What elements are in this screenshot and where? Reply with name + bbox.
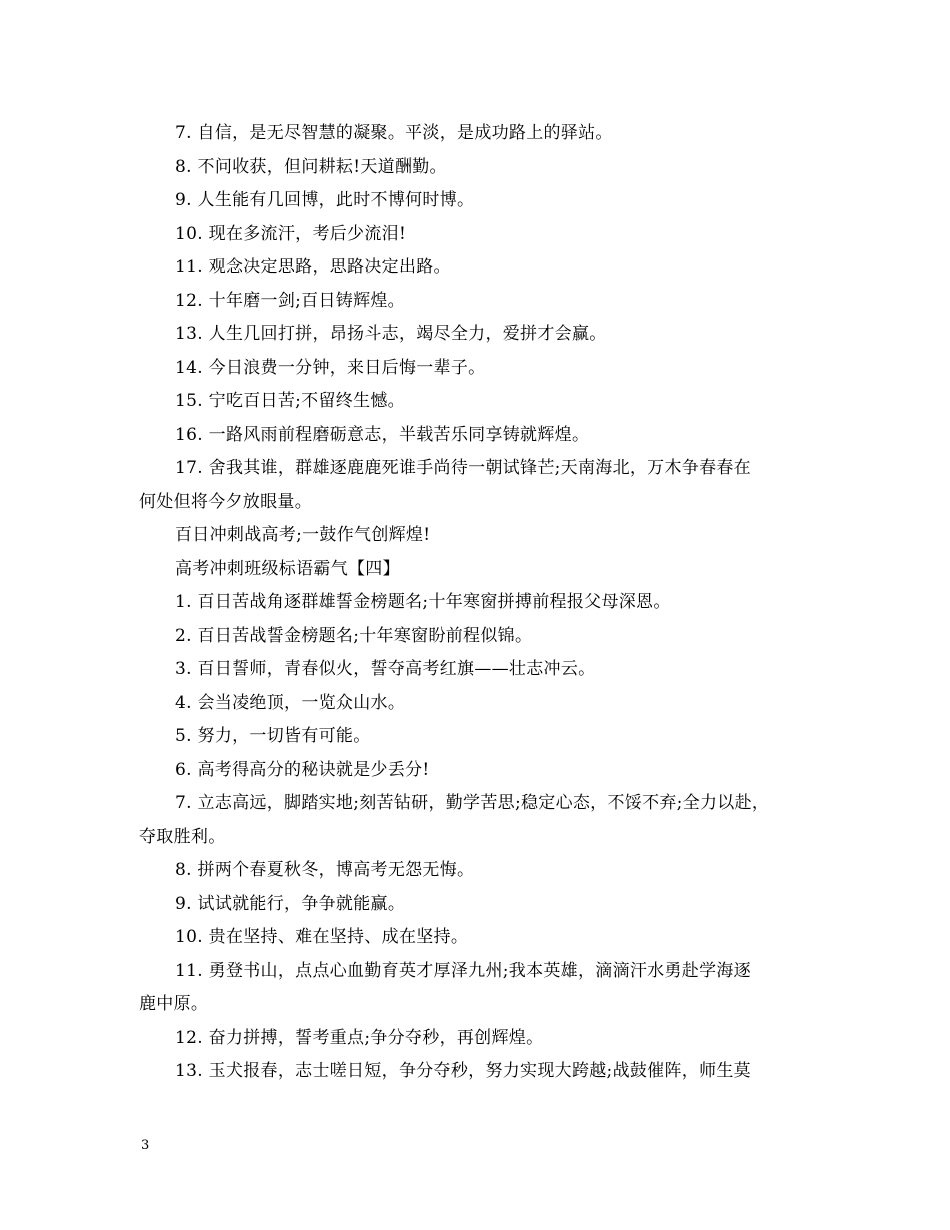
text-line: 鹿中原。 [139,994,209,1014]
text-line: 11. 观念决定思路，思路决定出路。 [175,257,451,277]
text-line: 9. 人生能有几回博，此时不博何时博。 [175,190,475,210]
text-line: 4. 会当凌绝顶，一览众山水。 [175,692,406,713]
text-line: 16. 一路风雨前程磨砺意志，半载苦乐同享铸就辉煌。 [175,424,590,445]
text-line: 12. 奋力拼搏，誓考重点;争分夺秒，再创辉煌。 [175,1027,544,1048]
text-line: 12. 十年磨一剑;百日铸辉煌。 [175,290,405,311]
text-line: 夺取胜利。 [139,826,226,847]
text-line: 7. 立志高远，脚踏实地;刻苦钻研，勤学苦思;稳定心态，不馁不弃;全力以赴， [175,793,770,813]
text-line: 14. 今日浪费一分钟，来日后悔一辈子。 [175,357,486,378]
text-line: 10. 贵在坚持、难在坚持、成在坚持。 [175,927,469,947]
text-line: 1. 百日苦战角逐群雄誓金榜题名;十年寒窗拼搏前程报父母深恩。 [175,592,671,612]
text-line: 11. 勇登书山，点点心血勤育英才厚泽九州;我本英雄，滴滴汗水勇赴学海逐 [175,960,751,981]
text-line: 8. 拼两个春夏秋冬，博高考无怨无悔。 [175,860,475,880]
text-line: 2. 百日苦战誓金榜题名;十年寒窗盼前程似锦。 [175,625,533,646]
text-line: 7. 自信，是无尽智慧的凝聚。平淡，是成功路上的驿站。 [175,123,613,143]
text-line: 何处但将今夕放眼量。 [139,491,312,512]
text-line: 8. 不问收获，但问耕耘!天道酬勤。 [175,156,447,177]
text-line: 17. 舍我其谁，群雄逐鹿鹿死谁手尚待一朝试锋芒;天南海北，万木争春春在 [175,458,751,478]
text-line: 高考冲刺班级标语霸气【四】 [175,558,400,579]
text-line: 13. 玉犬报春，志士嗟日短，争分夺秒，努力实现大跨越;战鼓催阵，师生莫 [175,1061,751,1081]
document-body [139,117,829,1089]
text-line: 13. 人生几回打拼，昂扬斗志，竭尽全力，爱拼才会赢。 [175,324,607,344]
text-line: 5. 努力，一切皆有可能。 [175,726,371,746]
text-line: 6. 高考得高分的秘诀就是少丢分! [175,759,430,780]
page-number: 3 [141,1138,150,1153]
text-line: 9. 试试就能行，争争就能赢。 [175,893,406,914]
text-line: 15. 宁吃百日苦;不留终生憾。 [175,391,405,411]
text-line: 百日冲刺战高考;一鼓作气创辉煌! [175,525,431,545]
text-line: 3. 百日誓师，青春似火，誓夺高考红旗——壮志冲云。 [175,659,596,679]
text-line: 10. 现在多流汗，考后少流泪! [175,223,407,244]
